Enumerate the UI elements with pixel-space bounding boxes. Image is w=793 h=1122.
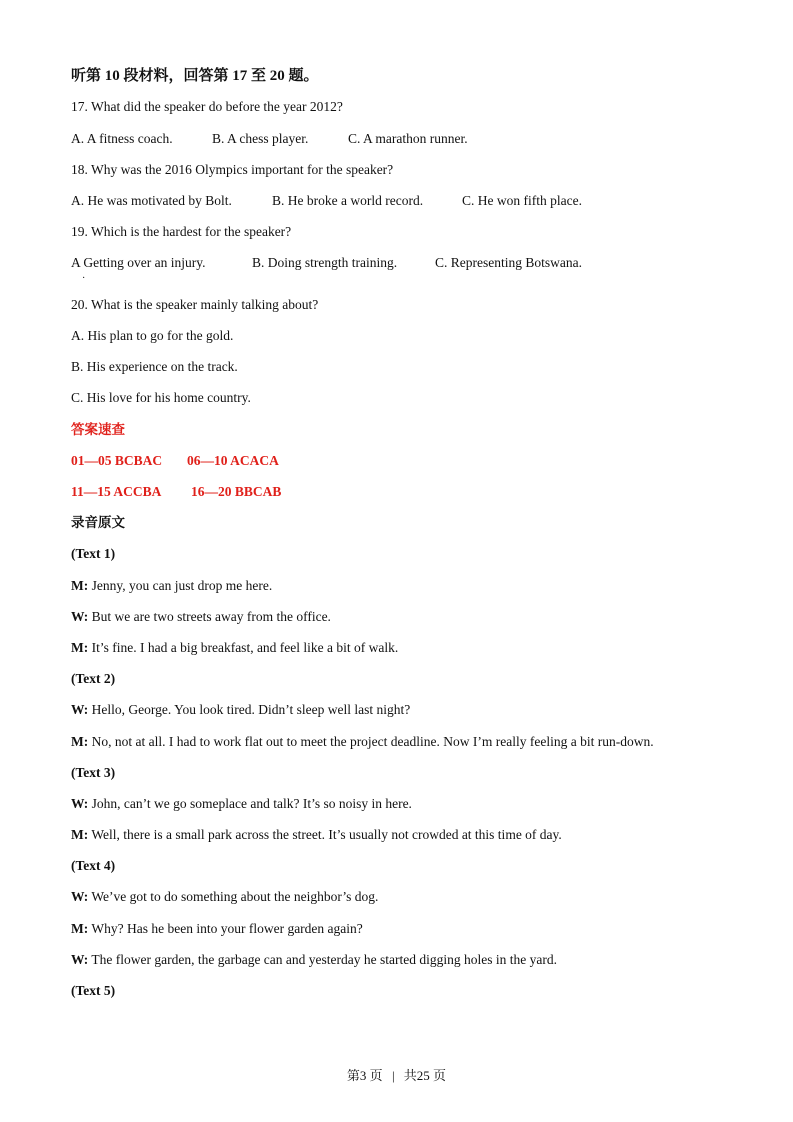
dialogue-text: Why? Has he been into your flower garden again? xyxy=(88,921,363,936)
speaker-tag: M: xyxy=(71,827,89,842)
answer-key-cell: 11—15 ACCBA xyxy=(71,484,162,499)
answer-key-title: 答案速查 xyxy=(71,422,125,437)
question-18-option-c: C. He won fifth place. xyxy=(462,193,582,208)
question-17-option-c: C. A marathon runner. xyxy=(348,131,468,146)
speaker-tag: W: xyxy=(71,609,89,624)
dialogue-text: But we are two streets away from the office. xyxy=(88,609,331,624)
transcript-title: 录音原文 xyxy=(71,515,125,530)
speaker-tag: W: xyxy=(71,952,89,967)
question-17-option-a: A. A fitness coach. xyxy=(71,131,173,146)
dialogue-text: No, not at all. I had to work flat out to meet the project deadline. Now I’m really feeling a bit run-down. xyxy=(88,734,654,749)
page-total: 共25 页 xyxy=(403,1068,447,1083)
question-19-stem: 19. Which is the hardest for the speaker? xyxy=(71,224,292,239)
footer-separator: | xyxy=(391,1068,395,1083)
stray-mark: · xyxy=(82,273,86,284)
question-20-stem: 20. What is the speaker mainly talking about? xyxy=(71,297,319,312)
text-label: (Text 1) xyxy=(71,546,116,561)
dialogue-text: Jenny, you can just drop me here. xyxy=(88,578,273,593)
dialogue-text: It’s fine. I had a big breakfast, and feel like a bit of walk. xyxy=(88,640,399,655)
question-17-option-b: B. A chess player. xyxy=(212,131,309,146)
page-footer xyxy=(0,1067,793,1085)
text-label: (Text 4) xyxy=(71,858,116,873)
answer-key-cell: 06—10 ACACA xyxy=(187,453,279,468)
dialogue-text: Well, there is a small park across the street. It’s usually not crowded at this time of day. xyxy=(88,827,562,842)
speaker-tag: M: xyxy=(71,734,89,749)
question-20-option-b: B. His experience on the track. xyxy=(71,359,238,374)
dialogue-text: Hello, George. You look tired. Didn’t sleep well last night? xyxy=(88,702,411,717)
speaker-tag: W: xyxy=(71,702,89,717)
answer-key-cell: 01—05 BCBAC xyxy=(71,453,163,468)
dialogue-text: We’ve got to do something about the neighbor’s dog. xyxy=(88,889,379,904)
question-18-stem: 18. Why was the 2016 Olympics important for the speaker? xyxy=(71,162,394,177)
speaker-tag: W: xyxy=(71,796,89,811)
answer-key-cell: 16—20 BBCAB xyxy=(191,484,282,499)
speaker-tag: M: xyxy=(71,578,89,593)
dialogue-line xyxy=(71,920,363,938)
dialogue-line xyxy=(71,608,331,626)
question-18-option-a: A. He was motivated by Bolt. xyxy=(71,193,232,208)
dialogue-line xyxy=(71,701,410,719)
question-19-option-a: A Getting over an injury. xyxy=(71,255,206,270)
dialogue-line xyxy=(71,639,398,657)
page-number: 第3 页 xyxy=(346,1068,383,1083)
question-20-option-a: A. His plan to go for the gold. xyxy=(71,328,234,343)
dialogue-line xyxy=(71,577,272,595)
dialogue-line xyxy=(71,826,562,844)
speaker-tag: M: xyxy=(71,640,89,655)
question-18-option-b: B. He broke a world record. xyxy=(272,193,424,208)
dialogue-line xyxy=(71,888,378,906)
text-label: (Text 2) xyxy=(71,671,116,686)
question-17-stem: 17. What did the speaker do before the year 2012? xyxy=(71,99,343,114)
speaker-tag: M: xyxy=(71,921,89,936)
text-label: (Text 5) xyxy=(71,983,116,998)
speaker-tag: W: xyxy=(71,889,89,904)
text-label: (Text 3) xyxy=(71,765,116,780)
dialogue-text: The flower garden, the garbage can and yesterday he started digging holes in the yard. xyxy=(88,952,557,967)
dialogue-line xyxy=(71,733,654,751)
dialogue-line xyxy=(71,951,557,969)
question-19-option-b: B. Doing strength training. xyxy=(252,255,398,270)
dialogue-line xyxy=(71,795,412,813)
dialogue-text: John, can’t we go someplace and talk? It’s so noisy in here. xyxy=(88,796,412,811)
section-heading: 听第 10 段材料，回答第 17 至 20 题。 xyxy=(71,68,319,84)
question-20-option-c: C. His love for his home country. xyxy=(71,390,251,405)
question-19-option-c: C. Representing Botswana. xyxy=(435,255,582,270)
